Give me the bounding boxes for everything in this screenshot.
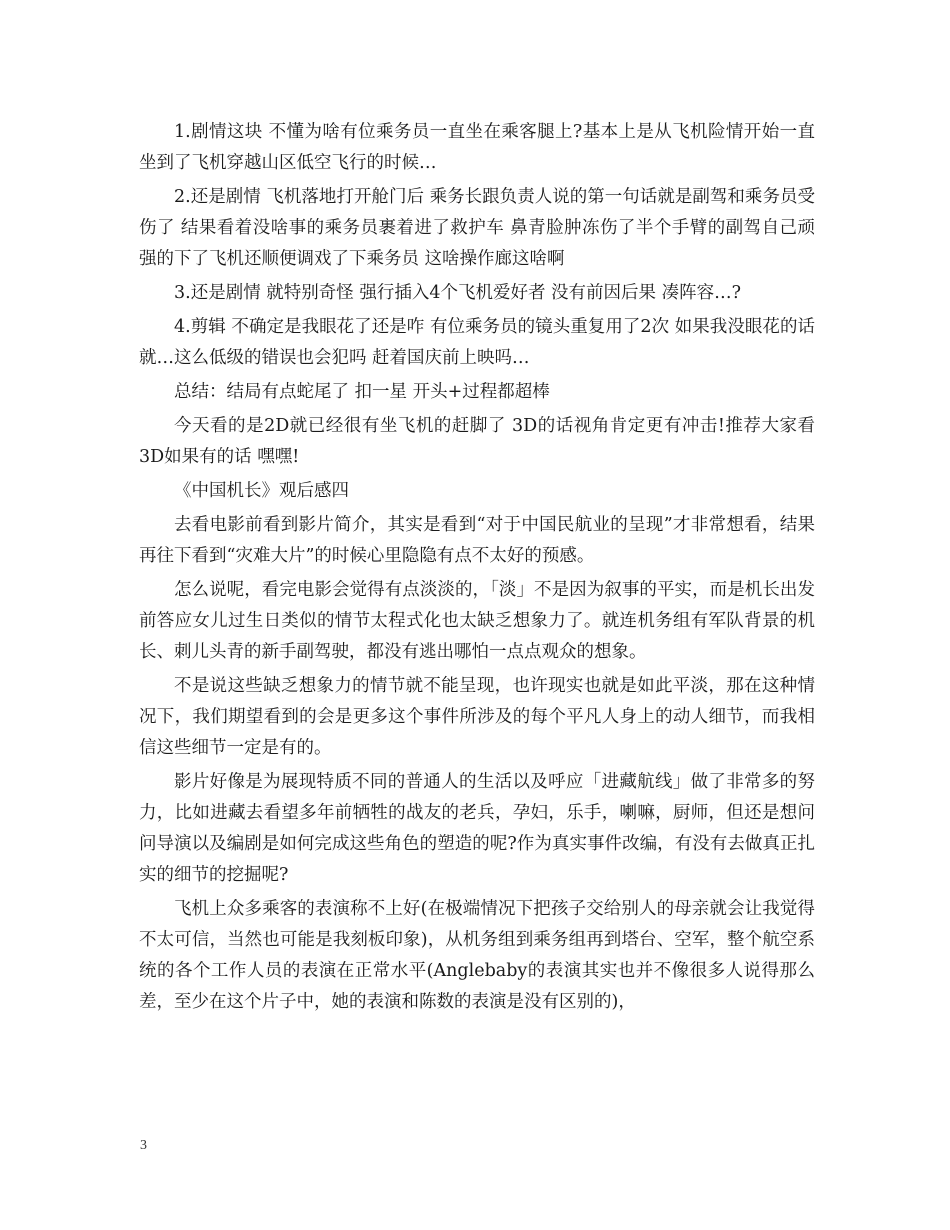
paragraph-8: 去看电影前看到影片简介，其实是看到“对于中国民航业的呈现”才非常想看，结果再往下看到“灾难大片”的时候心里隐隐有点不太好的预感。: [139, 515, 815, 566]
paragraph-9: 怎么说呢，看完电影会觉得有点淡淡的，「淡」不是因为叙事的平实，而是机长出发前答应女儿过生日类似的情节太程式化也太缺乏想象力了。就连机务组有军队背景的机长、刺儿头青的新手副驾驶，都没有逃出哪怕一点点观众的想象。: [139, 580, 815, 662]
paragraph-4: 4.剪辑 不确定是我眼花了还是咋 有位乘务员的镜头重复用了2次 如果我没眼花的话 就…这么低级的错误也会犯吗 赶着国庆前上映吗…: [139, 317, 815, 368]
page-number: 3: [140, 1138, 147, 1153]
paragraph-12: 飞机上众多乘客的表演称不上好(在极端情况下把孩子交给别人的母亲就会让我觉得不太可信，当然也可能是我刻板印象)，从机务组到乘务组再到塔台、空军，整个航空系统的各个工作人员的表演在正常水平(Anglebaby的表演其实也并不像很多人说得那么差，至少在这个片子中，她的表演和陈数的表演是没有区别的)，: [139, 899, 815, 1012]
paragraph-1: 1.剧情这块 不懂为啥有位乘务员一直坐在乘客腿上?基本上是从飞机险情开始一直坐到了飞机穿越山区低空飞行的时候…: [139, 122, 815, 173]
section-heading: 《中国机长》观后感四: [174, 481, 349, 501]
paragraph-2: 2.还是剧情 飞机落地打开舱门后 乘务长跟负责人说的第一句话就是副驾和乘务员受伤了 结果看着没啥事的乘务员裹着进了救护车 鼻青脸肿冻伤了半个手臂的副驾自己顽强的下了飞机还顺便调戏了下乘务员 这啥操作廊这啥啊: [139, 187, 815, 269]
paragraph-6: 今天看的是2D就已经很有坐飞机的赶脚了 3D的话视角肯定更有冲击!推荐大家看3D如果有的话 嘿嘿!: [139, 416, 815, 467]
paragraph-summary: 总结：结局有点蛇尾了 扣一星 开头+过程都超棒: [174, 382, 550, 402]
paragraph-11: 影片好像是为展现特质不同的普通人的生活以及呼应「进藏航线」做了非常多的努力，比如进藏去看望多年前牺牲的战友的老兵，孕妇，乐手，喇嘛，厨师，但还是想问问导演以及编剧是如何完成这些角色的塑造的呢?作为真实事件改编，有没有去做真正扎实的细节的挖掘呢?: [139, 772, 815, 885]
paragraph-10: 不是说这些缺乏想象力的情节就不能呈现，也许现实也就是如此平淡，那在这种情况下，我们期望看到的会是更多这个事件所涉及的每个平凡人身上的动人细节，而我相信这些细节一定是有的。: [139, 676, 815, 758]
document-body: [139, 117, 815, 1021]
paragraph-3: 3.还是剧情 就特别奇怪 强行插入4个飞机爱好者 没有前因后果 凑阵容…?: [174, 283, 741, 303]
